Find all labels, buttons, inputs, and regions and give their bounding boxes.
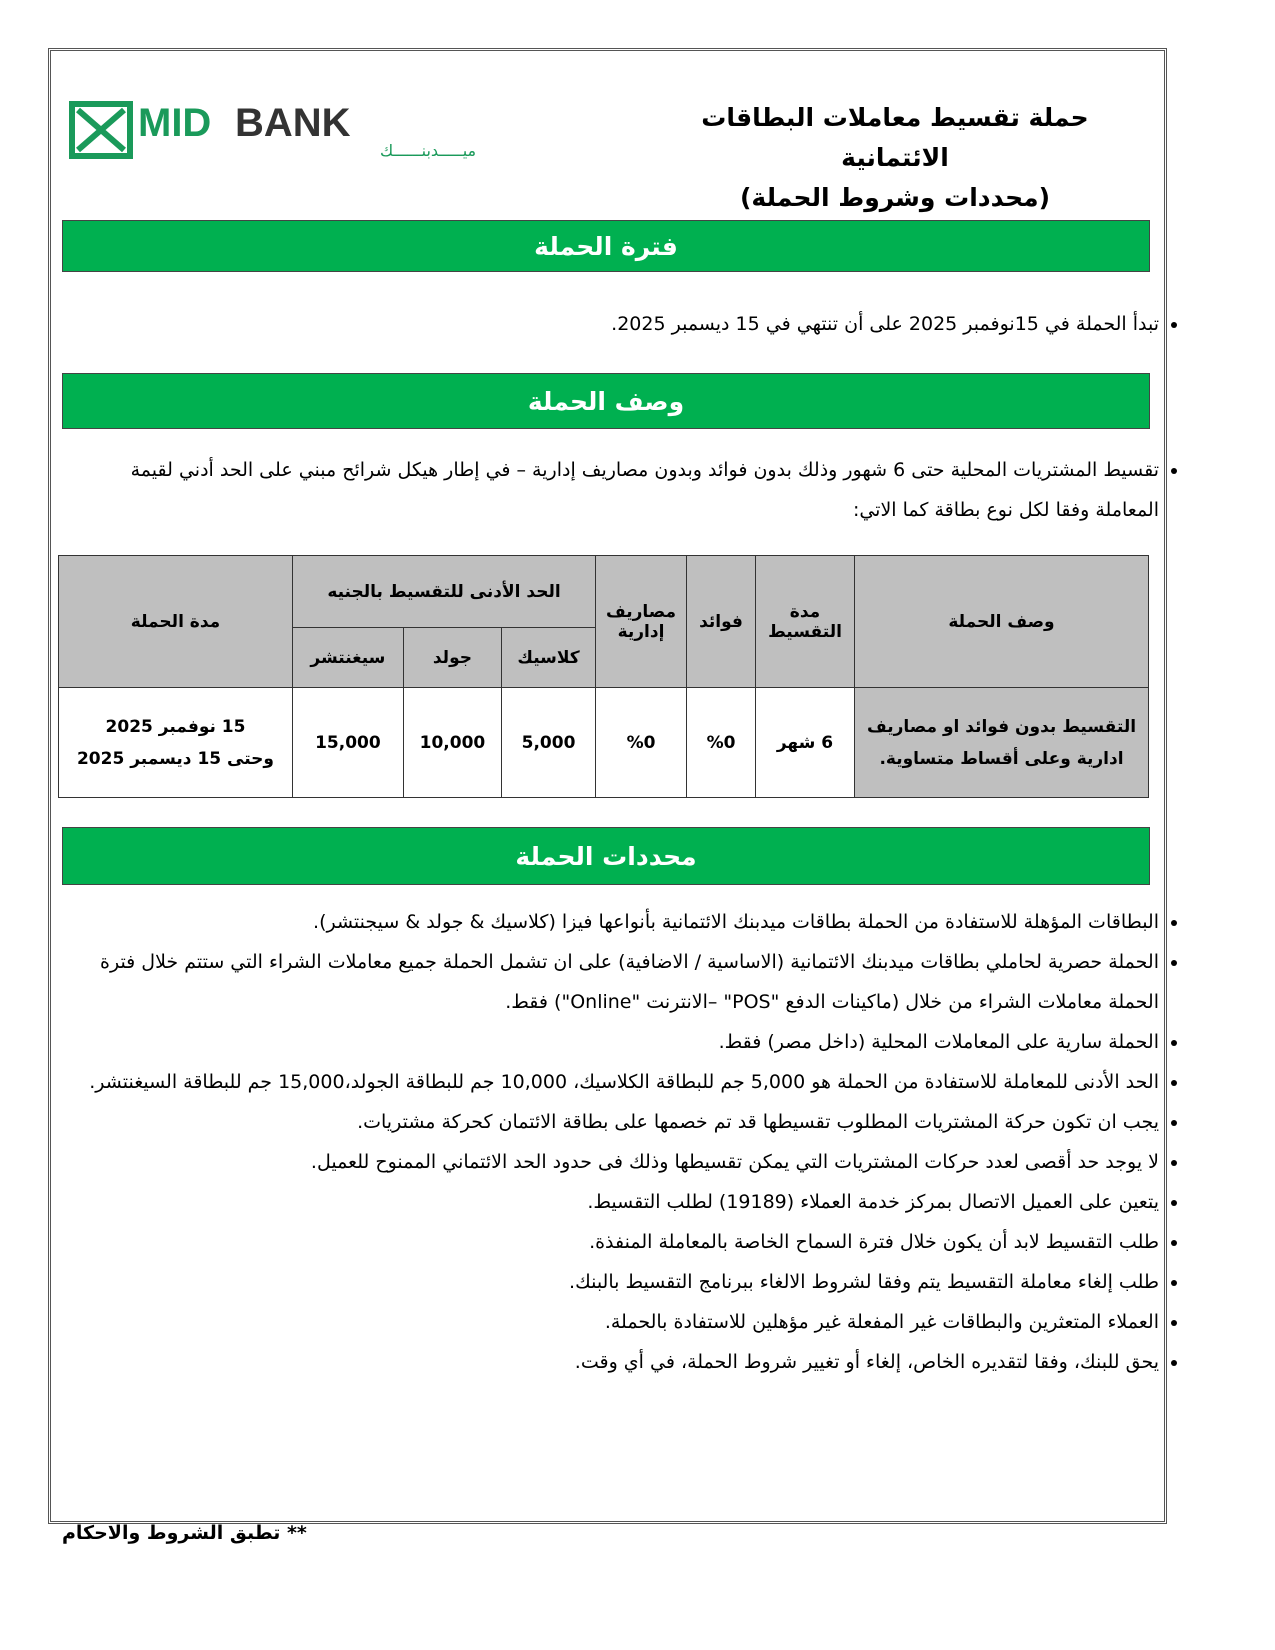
description-text [62, 450, 1187, 530]
header-desc: وصف الحملة [855, 556, 1149, 688]
svg-text:BANK: BANK [235, 101, 351, 145]
cell-signature: 15,000 [293, 688, 404, 798]
section-heading-description: وصف الحملة [62, 373, 1150, 429]
section-heading-conditions: محددات الحملة [62, 827, 1150, 885]
cell-gold: 10,000 [403, 688, 501, 798]
list-item: • يتعين على العميل الاتصال بمركز خدمة العملاء (19189) لطلب التقسيط. [62, 1182, 1159, 1222]
svg-text:MID: MID [138, 101, 212, 145]
period-text [62, 304, 1187, 344]
section-heading-period: فترة الحملة [62, 220, 1150, 272]
midbank-logo [70, 100, 477, 160]
period-line-2: وحتى 15 ديسمبر 2025 [76, 748, 275, 769]
list-item: • البطاقات المؤهلة للاستفادة من الحملة بطاقات ميدبنك الائتمانية بأنواعها فيزا (كلاسيك & جولد & سيجنتشر). [62, 902, 1159, 942]
cell-desc: التقسيط بدون فوائد او مصاريف ادارية وعلى أقساط متساوية. [855, 688, 1149, 798]
conditions-list [62, 902, 1187, 1382]
list-item: • يجب ان تكون حركة المشتريات المطلوب تقسيطها قد تم خصمها على بطاقة الائتمان كحركة مشتريات. [62, 1102, 1159, 1142]
title-line-1: حملة تقسيط معاملات البطاقات الائتمانية [701, 103, 1089, 172]
list-item: • تبدأ الحملة في 15نوفمبر 2025 على أن تنتهي في 15 ديسمبر 2025. [62, 304, 1159, 344]
terms-footer: ** تطبق الشروط والاحكام [62, 1522, 307, 1544]
page-title [655, 98, 1135, 218]
header-gold: جولد [403, 628, 501, 688]
list-item: • الحملة سارية على المعاملات المحلية (داخل مصر) فقط. [62, 1022, 1159, 1062]
header-signature: سيغنتشر [293, 628, 404, 688]
title-line-2: (محددات وشروط الحملة) [740, 183, 1050, 212]
list-item: • طلب إلغاء معاملة التقسيط يتم وفقا لشروط الالغاء ببرنامج التقسيط بالبنك. [62, 1262, 1159, 1302]
cell-classic: 5,000 [502, 688, 596, 798]
cell-fees: %0 [596, 688, 687, 798]
header-min-group: الحد الأدنى للتقسيط بالجنيه [293, 556, 596, 628]
period-line-1: 15 نوفمبر 2025 [105, 716, 246, 737]
header-interest: فوائد [687, 556, 756, 688]
list-item: • لا يوجد حد أقصى لعدد حركات المشتريات التي يمكن تقسيطها وذلك فى حدود الحد الائتماني الممنوح للعميل. [62, 1142, 1159, 1182]
cell-period [59, 688, 293, 798]
list-item: • تقسيط المشتريات المحلية حتى 6 شهور وذلك بدون فوائد وبدون مصاريف إدارية – في إطار هيكل شرائح مبني على الحد أدني لقيمة المعاملة وفقا لكل نوع بطاقة كما الاتي: [62, 450, 1159, 530]
list-item: • يحق للبنك، وفقا لتقديره الخاص، إلغاء أو تغيير شروط الحملة، في أي وقت. [62, 1342, 1159, 1382]
list-item: • الحملة حصرية لحاملي بطاقات ميدبنك الائتمانية (الاساسية / الاضافية) على ان تشمل الحملة جميع معاملات الشراء التي ستتم خلال فترة الحملة معاملات الشراء من خلال (ماكينات الدفع "POS" –الانترنت "Online") فقط. [62, 942, 1159, 1022]
svg-text:ميـــــدبنــــــك: ميـــــدبنــــــك [380, 141, 477, 160]
table-row [59, 688, 1149, 798]
campaign-table [58, 555, 1149, 798]
header-duration: مدة التقسيط [756, 556, 855, 688]
list-item: • العملاء المتعثرين والبطاقات غير المفعلة غير مؤهلين للاستفادة بالحملة. [62, 1302, 1159, 1342]
cell-interest: %0 [687, 688, 756, 798]
list-item: • طلب التقسيط لابد أن يكون خلال فترة السماح الخاصة بالمعاملة المنفذة. [62, 1222, 1159, 1262]
header-classic: كلاسيك [502, 628, 596, 688]
header-fees: مصاريف إدارية [596, 556, 687, 688]
cell-duration: 6 شهر [756, 688, 855, 798]
list-item: • الحد الأدنى للمعاملة للاستفادة من الحملة هو 5,000 جم للبطاقة الكلاسيك، 10,000 جم للبطاقة الجولد،15,000 جم للبطاقة السيغنتشر. [62, 1062, 1159, 1102]
header-period: مدة الحملة [59, 556, 293, 688]
